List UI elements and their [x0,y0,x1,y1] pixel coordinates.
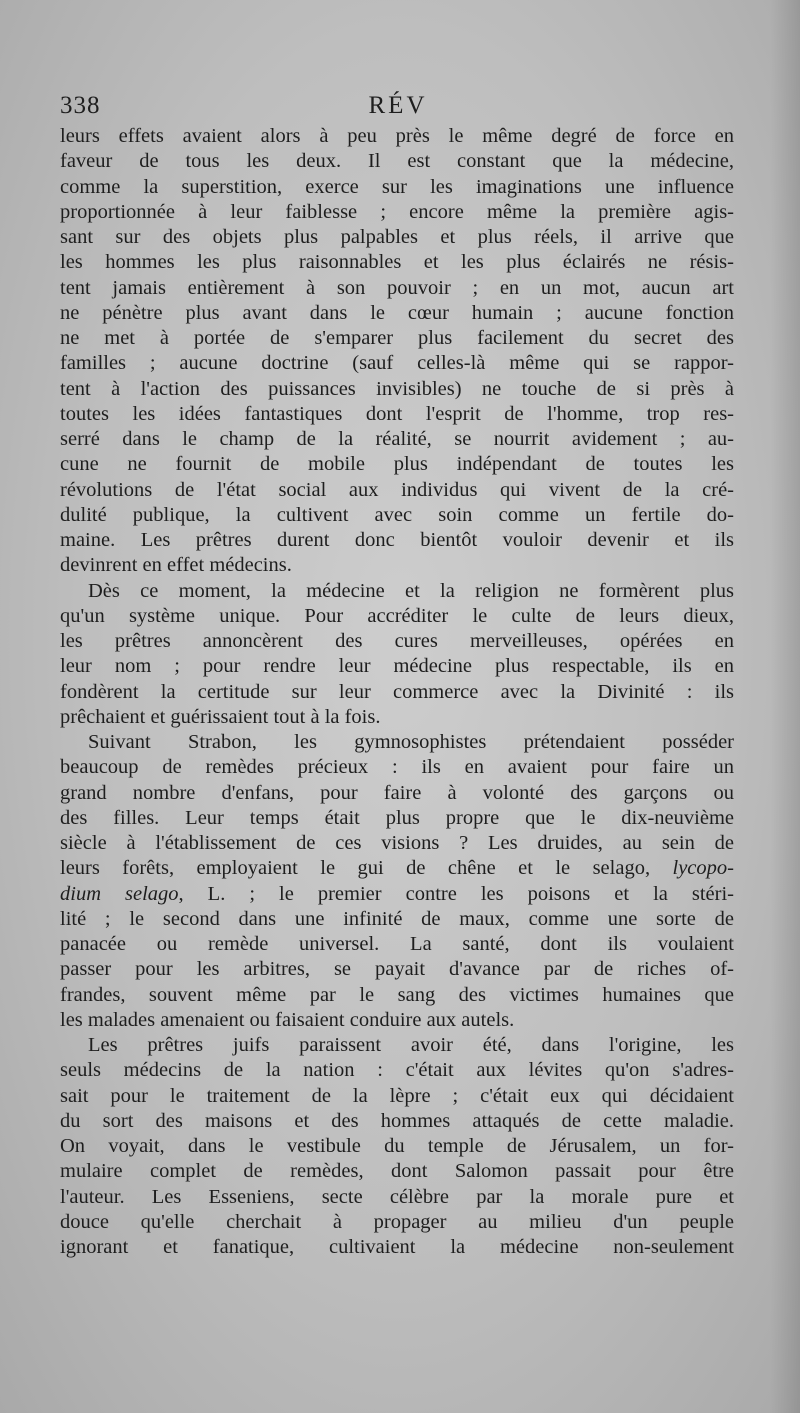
text-line: les malades amenaient ou faisaient conduire aux autels. [60,1008,515,1031]
text-line: leurs effets avaient alors à peu près le même degré de force en [60,125,734,147]
text-line: ne met à portée de s'emparer plus facilement du secret des [60,327,734,349]
text-line: comme la superstition, exerce sur les imaginations une influence [60,175,734,198]
text-line: tent jamais entièrement à son pouvoir ; en un mot, aucun art [60,276,734,299]
text-line: proportionnée à leur faiblesse ; encore même la première agis- [60,200,734,223]
text-segment: leurs forêts, employaient le gui de chêne et le selago, [60,857,673,880]
page-header [60,92,736,124]
text-line: beaucoup de remèdes précieux : ils en avaient pour faire un [60,756,734,779]
text-line: familles ; aucune doctrine (sauf celles-là même qui se rappor- [60,352,734,375]
text-line: toutes les idées fantastiques dont l'esprit de l'homme, trop res- [60,402,734,425]
text-line: panacée ou remède universel. La santé, dont ils voulaient [60,933,734,955]
text-line: seuls médecins de la nation : c'était aux lévites qu'on s'adres- [60,1059,734,1082]
italic-term: dium selago [60,882,179,905]
text-line: tent à l'action des puissances invisibles) ne touche de si près à [60,377,734,400]
text-line: maine. Les prêtres durent donc bientôt vouloir devenir et ils [60,529,734,551]
running-head: RÉV [368,92,428,119]
page-number: 338 [60,92,101,119]
text-line: grand nombre d'enfans, pour faire à volonté des garçons ou [60,781,734,804]
text-line: cune ne fournit de mobile plus indépendant de toutes les [60,453,734,476]
text-line: l'auteur. Les Esseniens, secte célèbre par la morale pure et [60,1185,734,1208]
text-line-with-italic [60,882,734,907]
text-segment: , L. ; le premier contre les poisons et la stéri- [178,882,735,905]
text-line: leur nom ; pour rendre leur médecine plus respectable, ils en [60,655,734,678]
text-line: fondèrent la certitude sur leur commerce avec la Divinité : ils [60,680,734,703]
text-line: les prêtres annoncèrent des cures merveilleuses, opérées en [60,630,734,652]
text-line: On voyait, dans le vestibule du temple de Jérusalem, un for- [60,1135,734,1157]
text-line: passer pour les arbitres, se payait d'avance par de riches of- [60,958,734,981]
italic-term: lycopo- [672,857,734,880]
text-line: dulité publique, la cultivent avec soin comme un fertile do- [60,503,734,526]
text-line: douce qu'elle cherchait à propager au milieu d'un peuple [60,1210,734,1233]
body-text [60,124,734,1260]
text-line: Les prêtres juifs paraissent avoir été, dans l'origine, les [88,1034,734,1056]
text-line: Suivant Strabon, les gymnosophistes prétendaient posséder [88,731,734,753]
text-line: faveur de tous les deux. Il est constant que la médecine, [60,150,734,173]
text-line: prêchaient et guérissaient tout à la fois. [60,705,381,728]
page-edge-shadow [770,0,800,1413]
text-line: ne pénètre plus avant dans le cœur humain ; aucune fonction [60,301,734,324]
text-line: des filles. Leur temps était plus propre que le dix-neuvième [60,806,734,829]
text-line: mulaire complet de remèdes, dont Salomon passait pour être [60,1160,734,1183]
text-line: les hommes les plus raisonnables et les plus éclairés ne résis- [60,251,734,274]
text-line: lité ; le second dans une infinité de maux, comme une sorte de [60,907,734,930]
text-line: sant sur des objets plus palpables et plus réels, il arrive que [60,226,734,248]
text-line: siècle à l'établissement de ces visions ? Les druides, au sein de [60,832,734,854]
text-line: serré dans le champ de la réalité, se nourrit avidement ; au- [60,428,734,450]
text-line: qu'un système unique. Pour accréditer le culte de leurs dieux, [60,604,734,627]
text-line: frandes, souvent même par le sang des victimes humaines que [60,983,734,1006]
text-line-with-italic [60,856,734,881]
text-line: révolutions de l'état social aux individus qui vivent de la cré- [60,478,734,501]
text-line: sait pour le traitement de la lèpre ; c'était eux qui décidaient [60,1084,734,1107]
text-line: ignorant et fanatique, cultivaient la médecine non-seulement [60,1236,734,1258]
text-line: du sort des maisons et des hommes attaqués de cette maladie. [60,1109,734,1132]
text-line: devinrent en effet médecins. [60,554,292,577]
text-line: Dès ce moment, la médecine et la religion ne formèrent plus [88,579,734,602]
